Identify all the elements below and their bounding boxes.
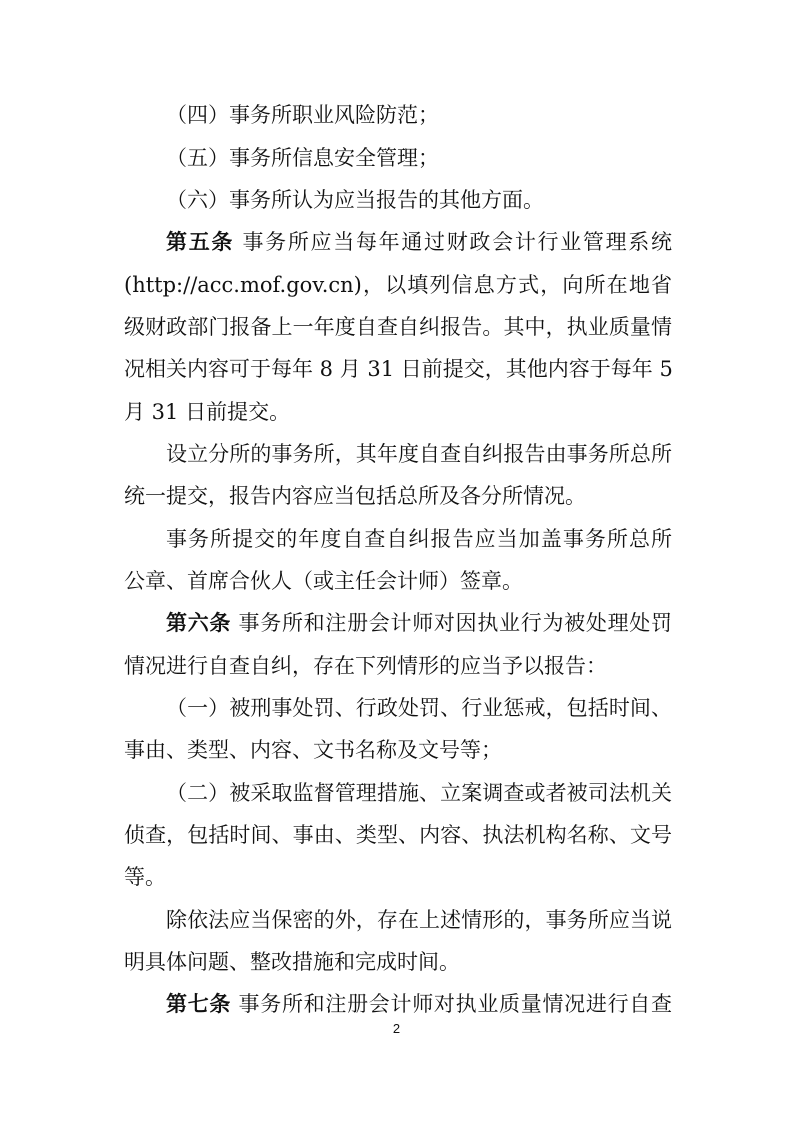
article-six-item2-line-2: 侦查，包括时间、事由、类型、内容、执法机构名称、文号 (124, 823, 672, 847)
article-six-item2-line-3: 等。 (124, 865, 166, 889)
article-five-line-4: 况相关内容可于每年 8 月 31 日前提交，其他内容于每年 5 (124, 357, 673, 381)
article-six-line-2: 情况进行自查自纠，存在下列情形的应当予以报告： (124, 654, 607, 678)
article-six-line-1 (166, 609, 672, 637)
article-six-item1-line-2: 事由、类型、内容、文书名称及文号等； (124, 738, 502, 762)
article-five-para2-line-1: 设立分所的事务所，其年度自查自纠报告由事务所总所 (166, 442, 672, 466)
item-five: （五）事务所信息安全管理； (166, 146, 439, 170)
item-four: （四）事务所职业风险防范； (166, 103, 439, 127)
article-five-para3-line-2: 公章、首席合伙人（或主任会计师）签章。 (124, 569, 523, 593)
article-six-para2-line-1: 除依法应当保密的外，存在上述情形的，事务所应当说 (166, 908, 672, 932)
article-six-para2-line-2: 明具体问题、整改措施和完成时间。 (124, 950, 460, 974)
article-five-para2-line-2: 统一提交，报告内容应当包括总所及各分所情况。 (124, 484, 586, 508)
article-five-text: 事务所应当每年通过财政会计行业管理系统 (242, 230, 672, 254)
article-five-para3-line-1: 事务所提交的年度自查自纠报告应当加盖事务所总所 (166, 527, 672, 551)
item-six: （六）事务所认为应当报告的其他方面。 (166, 188, 544, 212)
article-five-label: 第五条 (166, 230, 235, 254)
article-seven-line-1 (166, 990, 672, 1018)
article-six-text: 事务所和注册会计师对因执业行为被处理处罚 (238, 611, 673, 635)
article-five-line-3: 级财政部门报备上一年度自查自纠报告。其中，执业质量情 (124, 315, 672, 339)
article-five-line-2: (http://acc.mof.gov.cn)，以填列信息方式，向所在地省 (124, 273, 672, 297)
page-number: 2 (392, 1021, 401, 1036)
article-six-item1-line-1: （一）被刑事处罚、行政处罚、行业惩戒，包括时间、 (166, 696, 672, 720)
article-seven-label: 第七条 (166, 992, 232, 1016)
article-six-item2-line-1: （二）被采取监督管理措施、立案调查或者被司法机关 (166, 781, 672, 805)
article-six-label: 第六条 (166, 611, 232, 635)
article-seven-text: 事务所和注册会计师对执业质量情况进行自查 (238, 992, 673, 1016)
article-five-line-5: 月 31 日前提交。 (124, 400, 291, 424)
article-five-line-1 (166, 228, 672, 256)
